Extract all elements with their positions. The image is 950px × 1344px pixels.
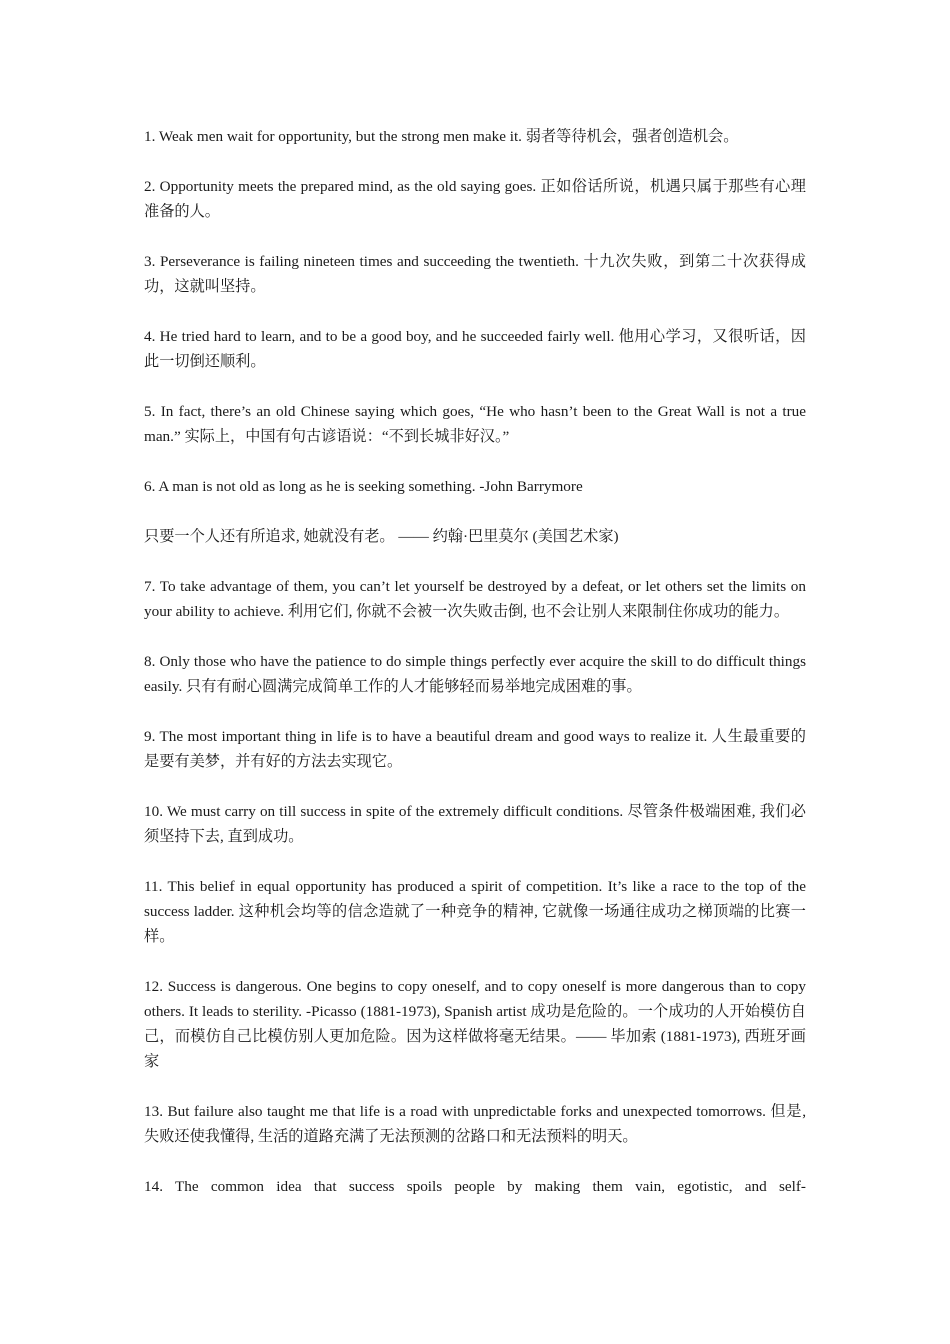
quote-3: 3. Perseverance is failing nineteen times and succeeding the twentieth. 十九次失败，到第二十次获得成功，这就叫坚持。: [144, 253, 806, 295]
quote-6-translation: 只要一个人还有所追求, 她就没有老。 —— 约翰·巴里莫尔 (美国艺术家): [144, 528, 619, 545]
document-body: [144, 124, 806, 1224]
quote-2: 2. Opportunity meets the prepared mind, as the old saying goes. 正如俗话所说，机遇只属于那些有心理准备的人。: [144, 178, 806, 220]
quote-10: 10. We must carry on till success in spite of the extremely difficult conditions. 尽管条件极端困难, 我们必须坚持下去, 直到成功。: [144, 803, 806, 845]
quote-11: 11. This belief in equal opportunity has produced a spirit of competition. It’s like a race to the top of the success ladder. 这种机会均等的信念造就了一种竞争的精神, 它就像一场通往成功之梯顶端的比赛一样。: [144, 878, 806, 945]
quote-14: 14. The common idea that success spoils people by making them vain, egotistic, and self-: [144, 1178, 806, 1195]
quote-13: 13. But failure also taught me that life is a road with unpredictable forks and unexpected tomorrows. 但是, 失败还使我懂得, 生活的道路充满了无法预测的岔路口和无法预料的明天。: [144, 1103, 806, 1145]
quote-1: 1. Weak men wait for opportunity, but the strong men make it. 弱者等待机会，强者创造机会。: [144, 128, 739, 145]
quote-6: 6. A man is not old as long as he is seeking something. -John Barrymore: [144, 478, 583, 495]
quote-7: 7. To take advantage of them, you can’t let yourself be destroyed by a defeat, or let others set the limits on your ability to achieve. 利用它们, 你就不会被一次失败击倒, 也不会让别人来限制住你成功的能力。: [144, 578, 806, 620]
quote-5: 5. In fact, there’s an old Chinese saying which goes, “He who hasn’t been to the Great Wall is not a true man.” 实际上，中国有句古谚语说：“不到长城非好汉。”: [144, 403, 806, 445]
quote-4: 4. He tried hard to learn, and to be a good boy, and he succeeded fairly well. 他用心学习，又很听话，因此一切倒还顺利。: [144, 328, 806, 370]
quote-8: 8. Only those who have the patience to do simple things perfectly ever acquire the skill to do difficult things easily. 只有有耐心圆满完成简单工作的人才能够轻而易举地完成困难的事。: [144, 653, 806, 695]
quote-9: 9. The most important thing in life is to have a beautiful dream and good ways to realize it. 人生最重要的是要有美梦，并有好的方法去实现它。: [144, 728, 806, 770]
quote-12: 12. Success is dangerous. One begins to copy oneself, and to copy oneself is more dangerous than to copy others. It leads to sterility. -Picasso (1881-1973), Spanish artist 成功是危险的。一个成功的人开始模仿自己，而模仿自己比模仿别人更加危险。因为这样做将毫无结果。—— 毕加索 (1881-1973), 西班牙画家: [144, 978, 806, 1070]
